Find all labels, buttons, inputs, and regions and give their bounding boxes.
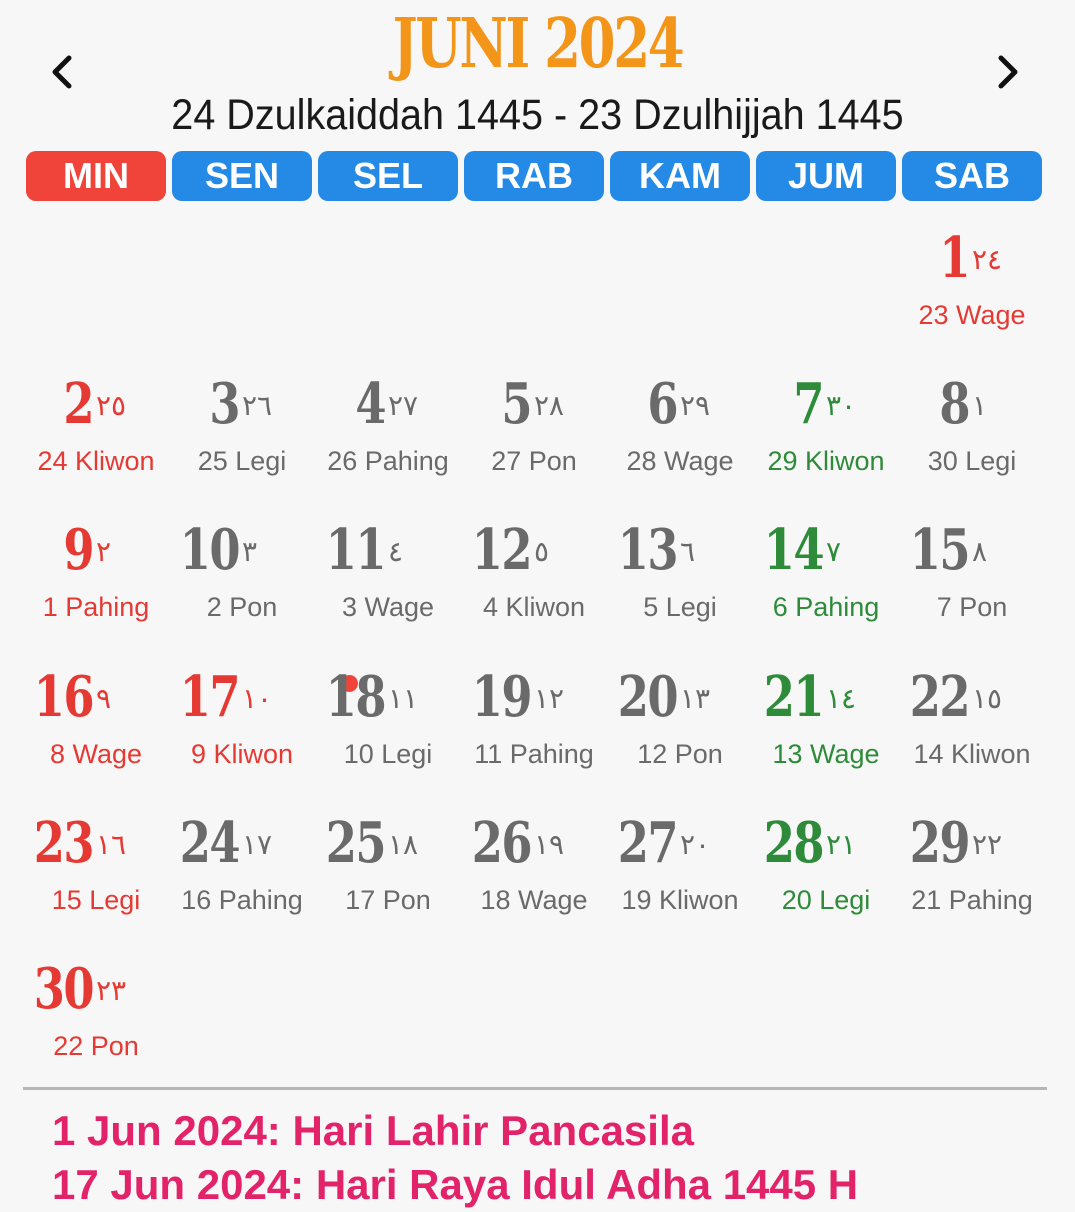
day-cell[interactable] [23, 368, 169, 508]
day-cell[interactable] [315, 807, 461, 947]
day-cell[interactable] [23, 661, 169, 801]
hijri-day-number: ١١ [388, 681, 419, 715]
day-cell[interactable] [607, 514, 753, 654]
javanese-day-label: 8 Wage [49, 738, 143, 769]
chevron-left-icon [47, 52, 77, 92]
day-cell[interactable] [169, 807, 315, 947]
hijri-day-number: ٥ [534, 535, 550, 569]
hijri-day-number: ٢٣ [96, 974, 127, 1007]
javanese-day-label: 2 Pon [206, 592, 278, 623]
weekday-saturday: SAB [902, 151, 1042, 201]
javanese-day-label: 11 Pahing [474, 738, 594, 769]
hijri-day-number: ٢٥ [96, 389, 127, 423]
hijri-day-number: ٦ [680, 535, 696, 569]
gregorian-day-number: 18 [325, 663, 385, 730]
javanese-day-label: 27 Pon [491, 446, 577, 477]
day-cell[interactable] [899, 807, 1045, 947]
hijri-day-number: ٢٧ [388, 389, 419, 423]
hijri-day-number: ٢٤ [972, 243, 1003, 276]
javanese-day-label: 25 Legi [197, 446, 287, 477]
javanese-day-label: 15 Legi [51, 884, 141, 915]
hijri-day-number: ١٥ [972, 681, 1003, 715]
day-cell[interactable] [315, 368, 461, 508]
day-cell[interactable] [899, 222, 1045, 362]
javanese-day-label: 4 Kliwon [482, 592, 586, 623]
hijri-day-number: ٨ [972, 535, 988, 569]
javanese-day-label: 16 Pahing [181, 884, 303, 915]
hijri-day-number: ١٨ [388, 827, 419, 861]
hijri-day-number: ٢ [96, 535, 112, 569]
hijri-day-number: ١٢ [534, 681, 565, 715]
gregorian-day-number: 26 [471, 809, 531, 876]
hijri-day-number: ٢٠ [680, 827, 711, 861]
javanese-day-label: 19 Kliwon [621, 884, 739, 915]
weekday-monday: SEN [172, 151, 312, 201]
day-cell[interactable] [753, 807, 899, 947]
gregorian-day-number: 28 [763, 809, 823, 876]
gregorian-day-number: 21 [763, 663, 823, 730]
hijri-day-number: ١٦ [96, 827, 127, 861]
day-cell[interactable] [461, 807, 607, 947]
weekday-tuesday: SEL [318, 151, 458, 201]
javanese-day-label: 30 Legi [927, 446, 1017, 477]
hijri-day-number: ٣ [242, 535, 258, 569]
weekday-sunday: MIN [26, 151, 166, 201]
day-cell[interactable] [753, 514, 899, 654]
day-cell[interactable] [315, 514, 461, 654]
javanese-day-label: 1 Pahing [42, 592, 150, 623]
gregorian-day-number: 16 [33, 663, 93, 730]
gregorian-day-number: 17 [179, 663, 239, 730]
gregorian-day-number: 5 [501, 371, 531, 438]
javanese-day-label: 18 Wage [480, 884, 588, 915]
hijri-day-number: ١٣ [680, 681, 711, 715]
day-cell[interactable] [753, 368, 899, 508]
holiday-list [52, 1104, 1052, 1212]
weekday-thursday: KAM [610, 151, 750, 201]
gregorian-day-number: 25 [325, 809, 385, 876]
day-cell[interactable] [169, 661, 315, 801]
hijri-day-number: ١٤ [826, 681, 857, 715]
gregorian-day-number: 22 [909, 663, 969, 730]
hijri-day-number: ٢٢ [972, 827, 1003, 861]
calendar-header [0, 0, 1075, 140]
day-cell[interactable] [899, 661, 1045, 801]
day-cell[interactable] [607, 368, 753, 508]
javanese-day-label: 28 Wage [626, 446, 734, 477]
hijri-day-number: ٢٨ [534, 389, 565, 423]
javanese-day-label: 23 Wage [918, 300, 1026, 330]
gregorian-day-number: 29 [909, 809, 969, 876]
gregorian-day-number: 2 [63, 371, 93, 438]
gregorian-day-number: 12 [471, 517, 531, 584]
day-cell[interactable] [607, 661, 753, 801]
gregorian-day-number: 3 [209, 371, 239, 438]
gregorian-day-number: 4 [355, 371, 385, 438]
day-cell[interactable] [607, 807, 753, 947]
hijri-day-number: ١ [972, 389, 988, 423]
day-cell[interactable] [315, 661, 461, 801]
day-cell[interactable] [169, 514, 315, 654]
javanese-day-label: 7 Pon [936, 592, 1008, 623]
day-cell[interactable] [23, 953, 169, 1093]
gregorian-day-number: 8 [939, 371, 969, 438]
javanese-day-label: 29 Kliwon [767, 446, 885, 477]
gregorian-day-number: 15 [909, 517, 969, 584]
gregorian-day-number: 23 [33, 809, 93, 876]
hijri-day-number: ٩ [96, 681, 112, 715]
javanese-day-label: 12 Pon [637, 738, 723, 769]
day-cell[interactable] [461, 514, 607, 654]
month-title: JUNI 2024 [392, 4, 683, 84]
javanese-day-label: 20 Legi [781, 884, 871, 915]
hijri-month-range: 24 Dzulkaiddah 1445 - 23 Dzulhijjah 1445 [171, 91, 904, 139]
day-cell[interactable] [169, 368, 315, 508]
gregorian-day-number: 1 [939, 225, 969, 291]
javanese-day-label: 9 Kliwon [190, 738, 294, 769]
gregorian-day-number: 30 [33, 956, 93, 1022]
day-cell[interactable] [23, 514, 169, 654]
javanese-day-label: 13 Wage [772, 738, 880, 769]
hijri-day-number: ٢٩ [680, 389, 711, 423]
day-cell[interactable] [753, 661, 899, 801]
gregorian-day-number: 10 [179, 517, 239, 584]
gregorian-day-number: 11 [325, 517, 385, 584]
weekday-wednesday: RAB [464, 151, 604, 201]
hijri-day-number: ١٧ [242, 827, 273, 861]
day-cell[interactable] [899, 368, 1045, 508]
hijri-day-number: ٣٠ [826, 389, 857, 423]
weekday-friday: JUM [756, 151, 896, 201]
gregorian-day-number: 27 [617, 809, 677, 876]
javanese-day-label: 10 Legi [343, 738, 433, 769]
hijri-day-number: ١٠ [242, 681, 273, 715]
gregorian-day-number: 24 [179, 809, 239, 876]
javanese-day-label: 3 Wage [341, 592, 435, 623]
hijri-day-number: ٤ [388, 535, 404, 569]
gregorian-day-number: 20 [617, 663, 677, 730]
javanese-day-label: 5 Legi [643, 592, 717, 623]
javanese-day-label: 21 Pahing [911, 884, 1033, 915]
javanese-day-label: 17 Pon [345, 884, 431, 915]
hijri-day-number: ١٩ [534, 827, 565, 861]
day-cell[interactable] [461, 368, 607, 508]
javanese-day-label: 24 Kliwon [37, 446, 155, 477]
javanese-day-label: 26 Pahing [327, 446, 449, 477]
holiday-item[interactable]: 17 Jun 2024: Hari Raya Idul Adha 1445 H [52, 1161, 859, 1208]
hijri-day-number: ٢٦ [242, 389, 273, 423]
gregorian-day-number: 19 [471, 663, 531, 730]
day-cell[interactable] [899, 514, 1045, 654]
day-cell[interactable] [461, 661, 607, 801]
chevron-right-icon [993, 52, 1023, 92]
javanese-day-label: 14 Kliwon [913, 738, 1031, 769]
gregorian-day-number: 13 [617, 517, 677, 584]
divider [23, 1087, 1047, 1090]
gregorian-day-number: 6 [647, 371, 677, 438]
javanese-day-label: 22 Pon [53, 1031, 139, 1061]
gregorian-day-number: 14 [763, 517, 823, 584]
day-cell[interactable] [23, 807, 169, 947]
gregorian-day-number: 9 [63, 517, 93, 584]
weekday-header-row [26, 151, 1046, 203]
holiday-item[interactable]: 1 Jun 2024: Hari Lahir Pancasila [52, 1107, 694, 1154]
hijri-day-number: ٧ [826, 535, 842, 569]
javanese-day-label: 6 Pahing [772, 592, 880, 623]
hijri-day-number: ٢١ [826, 827, 857, 861]
gregorian-day-number: 7 [793, 371, 823, 438]
